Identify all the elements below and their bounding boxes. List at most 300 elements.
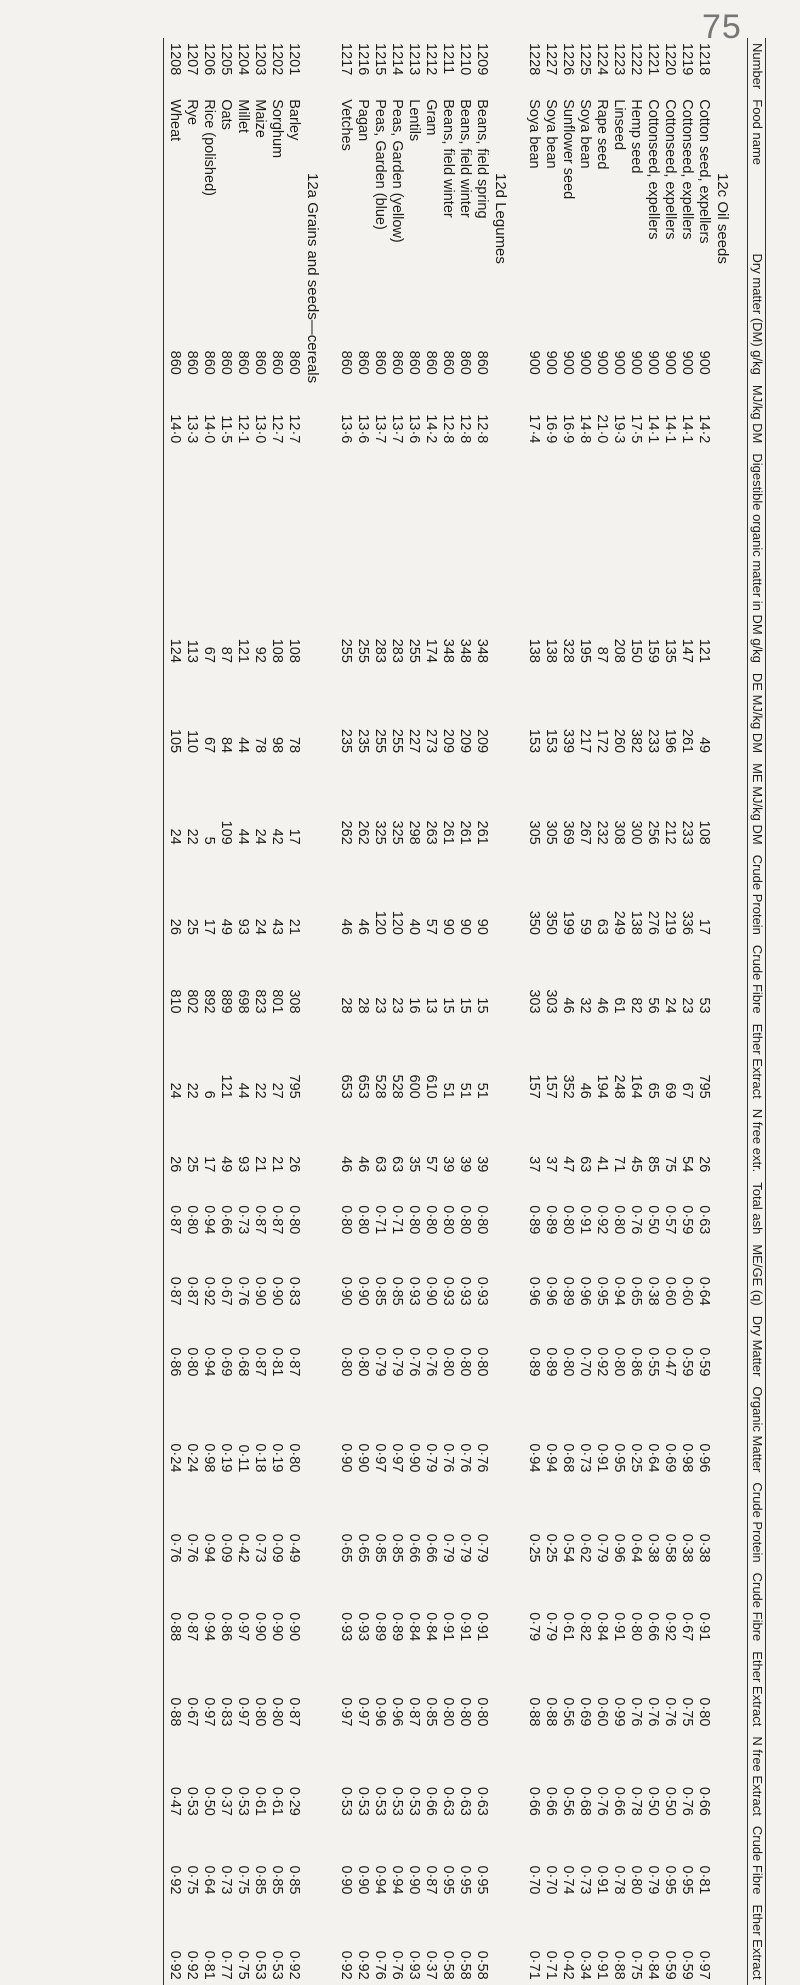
table-cell: 262: [338, 820, 354, 845]
table-cell: 26: [696, 1156, 712, 1173]
section-heading-row: [712, 38, 748, 1985]
table-cell: 0·69: [577, 1697, 593, 1727]
table-cell: 0·66: [218, 1205, 234, 1235]
table-cell: 0·97: [201, 1697, 217, 1727]
table-cell: 0·80: [474, 1697, 490, 1727]
table-cell: 0·79: [389, 1347, 405, 1377]
table-cell: 0·94: [611, 1276, 627, 1306]
table-row: [542, 38, 559, 1985]
table-cell: 150: [628, 638, 644, 663]
table-cell: 328: [560, 638, 576, 663]
food-name: Beans, field winter: [457, 99, 473, 218]
table-cell: 0·79: [474, 1533, 490, 1563]
table-cell: 0·80: [355, 1347, 371, 1377]
table-cell: 0·76: [423, 1347, 439, 1377]
table-cell: 219: [662, 910, 678, 935]
table-cell: 0·95: [474, 1865, 490, 1895]
table-cell: 23: [389, 997, 405, 1014]
table-cell: 0·79: [645, 1865, 661, 1895]
table-cell: 227: [406, 728, 422, 754]
table-cell: 0·50: [201, 1786, 217, 1816]
table-row: [576, 38, 593, 1985]
table-row: [422, 38, 439, 1985]
table-cell: 0·85: [372, 1533, 388, 1563]
table-cell: 0·92: [164, 1900, 184, 1985]
table-cell: 0·76: [164, 1477, 184, 1567]
row-number: 1212: [423, 43, 439, 76]
table-cell: 44: [235, 736, 251, 754]
table-cell: 0·53: [269, 1950, 285, 1980]
table-cell: 300: [628, 820, 644, 845]
table-cell: 0·58: [440, 1950, 456, 1980]
table-cell: 0·64: [696, 1276, 712, 1306]
table-cell: 13·7: [372, 414, 388, 444]
table-cell: 0·66: [696, 1786, 712, 1816]
table-cell: 28: [355, 997, 371, 1014]
table-cell: 0·80: [269, 1697, 285, 1727]
table-cell: 0·66: [543, 1786, 559, 1816]
row-number: 1214: [389, 43, 405, 76]
table-cell: 59: [577, 918, 593, 935]
table-cell: 900: [543, 350, 559, 375]
table-cell: 232: [594, 820, 610, 845]
table-cell: 0·66: [423, 1533, 439, 1563]
table-cell: 12·8: [457, 414, 473, 444]
table-cell: 0·42: [235, 1533, 251, 1563]
table-cell: 0·88: [526, 1697, 542, 1727]
table-cell: 113: [184, 639, 200, 663]
table-cell: 0·78: [628, 1786, 644, 1816]
table-cell: 0·53: [252, 1950, 268, 1980]
table-row: [678, 38, 695, 1985]
table-cell: 0·80: [184, 1347, 200, 1377]
table-row: [405, 38, 422, 1985]
table-cell: 0·91: [474, 1612, 490, 1642]
table-cell: 46: [338, 918, 354, 935]
table-cell: 900: [662, 350, 678, 375]
table-cell: 0·90: [406, 1443, 422, 1473]
table-row: [644, 38, 661, 1985]
table-cell: 78: [286, 736, 302, 754]
table-cell: 0·80: [423, 1205, 439, 1235]
table-cell: 87: [594, 646, 610, 663]
section-heading-row: [302, 38, 337, 1985]
table-cell: 267: [577, 820, 593, 845]
table-cell: 0·25: [628, 1443, 644, 1473]
table-cell: 0·90: [338, 1865, 354, 1895]
table-cell: 19·3: [611, 414, 627, 444]
table-cell: 860: [269, 350, 285, 375]
table-cell: 0·98: [201, 1443, 217, 1473]
table-cell: 0·38: [679, 1533, 695, 1563]
row-number: 1202: [269, 43, 285, 76]
table-cell: 0·75: [235, 1865, 251, 1895]
table-cell: 0·86: [164, 1311, 184, 1382]
row-number: 1225: [577, 43, 593, 76]
table-cell: 24: [662, 997, 678, 1014]
table-cell: 0·91: [440, 1612, 456, 1642]
table-cell: 63: [389, 1156, 405, 1173]
table-cell: 65: [645, 1082, 661, 1099]
table-cell: 0·59: [679, 1205, 695, 1235]
table-cell: 0·97: [235, 1612, 251, 1642]
table-cell: 0·70: [526, 1865, 542, 1895]
table-cell: 108: [696, 820, 712, 845]
table-cell: 0·80: [457, 1347, 473, 1377]
food-name: Oats: [218, 99, 234, 130]
table-cell: 23: [372, 997, 388, 1014]
table-cell: 87: [218, 646, 234, 663]
table-cell: 0·58: [474, 1950, 490, 1980]
table-cell: 14·2: [696, 414, 712, 444]
table-cell: 217: [577, 728, 593, 754]
table-cell: 0·92: [184, 1950, 200, 1980]
table-cell: 26: [286, 1156, 302, 1173]
table-cell: 0·25: [526, 1533, 542, 1563]
header-crude-protein: Crude Protein: [748, 850, 766, 940]
table-cell: 0·24: [184, 1443, 200, 1473]
table-cell: 0·75: [679, 1697, 695, 1727]
table-cell: 610: [423, 1074, 439, 1099]
table-cell: 13: [423, 997, 439, 1014]
table-cell: 0·84: [406, 1612, 422, 1642]
table-cell: 105: [164, 668, 184, 758]
table-row: [285, 38, 302, 1985]
table-cell: 0·87: [269, 1205, 285, 1235]
table-cell: 0·38: [696, 1533, 712, 1563]
table-cell: 860: [286, 350, 302, 375]
table-cell: 0·93: [457, 1276, 473, 1306]
table-cell: 0·80: [440, 1697, 456, 1727]
table-cell: 16·9: [543, 414, 559, 444]
header-number: Number: [748, 38, 766, 94]
food-name: Pagan: [355, 99, 371, 142]
row-number: 1208: [164, 38, 184, 94]
table-cell: 0·89: [526, 1347, 542, 1377]
table-cell: 0·53: [355, 1786, 371, 1816]
table-cell: 303: [526, 989, 542, 1014]
table-cell: 110: [184, 729, 200, 754]
food-name: Linseed: [611, 99, 627, 151]
table-cell: 369: [560, 820, 576, 845]
table-cell: 0·76: [440, 1443, 456, 1473]
table-cell: 138: [628, 910, 644, 935]
table-cell: 348: [457, 638, 473, 663]
table-cell: 795: [286, 1074, 302, 1099]
table-cell: 248: [611, 1074, 627, 1099]
table-cell: 0·09: [218, 1533, 234, 1563]
table-cell: 0·63: [457, 1786, 473, 1816]
section-title: 12d Legumes: [492, 173, 509, 264]
table-cell: 0·85: [423, 1697, 439, 1727]
table-cell: 37: [526, 1156, 542, 1173]
table-cell: 283: [372, 638, 388, 663]
table-cell: 900: [696, 350, 712, 375]
header-food-name: Food name: [748, 94, 766, 248]
table-cell: 0·80: [286, 1443, 302, 1473]
table-cell: 26: [164, 1104, 184, 1178]
table-cell: 0·80: [440, 1205, 456, 1235]
food-name: Cottonseed, expellers: [662, 99, 678, 240]
table-cell: 0·60: [679, 1276, 695, 1306]
table-cell: 260: [611, 728, 627, 754]
table-cell: 860: [235, 350, 251, 375]
table-cell: 283: [389, 638, 405, 663]
food-name: Barley: [286, 99, 302, 141]
table-cell: 164: [628, 1074, 644, 1099]
table-row: [200, 38, 217, 1985]
table-cell: 0·53: [372, 1786, 388, 1816]
table-cell: 900: [577, 350, 593, 375]
table-row: [371, 38, 388, 1985]
table-cell: 0·91: [577, 1205, 593, 1235]
table-cell: 0·92: [201, 1276, 217, 1306]
table-cell: 0·66: [611, 1786, 627, 1816]
header-ether-extract: Ether Extract: [748, 1019, 766, 1104]
table-cell: 17: [201, 1156, 217, 1173]
table-row: [473, 38, 490, 1985]
table-cell: 0·80: [560, 1205, 576, 1235]
table-cell: 0·76: [235, 1276, 251, 1306]
table-row: [593, 38, 610, 1985]
table-cell: 0·87: [286, 1347, 302, 1377]
feed-composition-table: [163, 38, 766, 1985]
table-cell: 0·62: [577, 1533, 593, 1563]
table-row: [525, 38, 542, 1985]
table-cell: 528: [372, 1074, 388, 1099]
table-cell: 235: [355, 728, 371, 754]
table-cell: 0·89: [526, 1205, 542, 1235]
section-heading-row: [490, 38, 525, 1985]
table-cell: 352: [560, 1074, 576, 1099]
table-cell: 0·76: [389, 1950, 405, 1980]
table-cell: 12·1: [235, 414, 251, 444]
table-cell: 0·76: [457, 1443, 473, 1473]
table-cell: 75: [662, 1156, 678, 1173]
table-cell: 14·1: [662, 414, 678, 444]
table-cell: 138: [526, 638, 542, 663]
table-cell: 308: [286, 989, 302, 1014]
header-dig-crude-protein: Crude Protein: [748, 1477, 766, 1567]
table-cell: 22: [184, 828, 200, 845]
table-cell: 82: [628, 997, 644, 1014]
table-cell: 0·90: [423, 1276, 439, 1306]
table-cell: 0·85: [372, 1276, 388, 1306]
table-cell: 0·90: [406, 1865, 422, 1895]
table-cell: 233: [645, 728, 661, 754]
row-number: 1211: [440, 43, 456, 75]
header-dig-dry-matter: Dry Matter: [748, 1311, 766, 1382]
table-cell: 0·69: [662, 1443, 678, 1473]
table-cell: 0·64: [628, 1533, 644, 1563]
table-cell: 0·91: [457, 1612, 473, 1642]
table-cell: 67: [679, 1082, 695, 1099]
food-name: Maize: [252, 99, 268, 138]
table-row: [234, 38, 251, 1985]
table-cell: 0·58: [662, 1533, 678, 1563]
table-cell: 889: [218, 989, 234, 1014]
table-cell: 860: [338, 350, 354, 375]
table-cell: 0·61: [252, 1786, 268, 1816]
table-cell: 12·7: [286, 414, 302, 444]
table-row: [388, 38, 405, 1985]
table-cell: 860: [355, 350, 371, 375]
row-number: 1206: [201, 43, 217, 76]
table-cell: 255: [372, 728, 388, 754]
table-cell: 0·79: [372, 1347, 388, 1377]
table-cell: 0·59: [696, 1347, 712, 1377]
table-cell: 255: [389, 728, 405, 754]
table-cell: 108: [269, 638, 285, 663]
table-cell: 0·94: [389, 1865, 405, 1895]
header-me-ge: ME/GE (q): [748, 1239, 766, 1310]
table-cell: 0·11: [235, 1444, 251, 1473]
table-cell: 860: [406, 350, 422, 375]
table-cell: 0·66: [526, 1786, 542, 1816]
table-cell: 67: [201, 736, 217, 754]
table-cell: 0·73: [252, 1533, 268, 1563]
table-cell: 348: [440, 638, 456, 663]
table-cell: 124: [164, 448, 184, 668]
table-cell: 24: [164, 1019, 184, 1104]
table-cell: 39: [474, 1156, 490, 1173]
table-cell: 900: [560, 350, 576, 375]
table-cell: 43: [269, 918, 285, 935]
table-cell: 0·91: [611, 1612, 627, 1642]
table-row: [695, 38, 712, 1985]
table-cell: 0·89: [543, 1347, 559, 1377]
table-cell: 339: [560, 728, 576, 754]
table-cell: 0·55: [645, 1347, 661, 1377]
table-cell: 0·80: [457, 1205, 473, 1235]
table-cell: 0·87: [184, 1612, 200, 1642]
table-cell: 382: [628, 728, 644, 754]
table-cell: 44: [235, 1082, 251, 1099]
table-cell: 0·79: [526, 1612, 542, 1642]
header-n-free-extract: N free extr.: [748, 1104, 766, 1178]
table-cell: 17·5: [628, 414, 644, 444]
table-cell: 0·74: [560, 1865, 576, 1895]
table-cell: 0·93: [338, 1612, 354, 1642]
header-ufv-extract: Ether Extract: [748, 1900, 766, 1985]
header-me: ME MJ/kg DM: [748, 758, 766, 850]
table-cell: 0·77: [218, 1950, 234, 1980]
table-cell: 892: [201, 989, 217, 1014]
table-cell: 63: [372, 1156, 388, 1173]
header-dig-ether-extract: Ether Extract: [748, 1646, 766, 1731]
table-cell: 0·65: [355, 1533, 371, 1563]
table-cell: 57: [423, 918, 439, 935]
table-cell: 0·94: [201, 1347, 217, 1377]
table-cell: 0·90: [338, 1443, 354, 1473]
table-cell: 900: [645, 350, 661, 375]
table-cell: 0·91: [594, 1950, 610, 1980]
table-cell: 172: [594, 728, 610, 754]
table-cell: 0·50: [662, 1786, 678, 1816]
food-name: Peas, Garden (blue): [372, 99, 388, 230]
table-cell: 21: [252, 1156, 268, 1173]
table-cell: 0·97: [235, 1697, 251, 1727]
table-cell: 14·1: [645, 414, 661, 444]
header-dig-n-free-extract: N free Extract: [748, 1731, 766, 1820]
food-name: Sunflower seed: [560, 99, 576, 200]
table-cell: 298: [406, 820, 422, 845]
table-cell: 212: [662, 820, 678, 845]
table-cell: 810: [164, 940, 184, 1019]
table-cell: 174: [423, 638, 439, 663]
table-cell: 0·80: [628, 1612, 644, 1642]
table-cell: 0·96: [389, 1697, 405, 1727]
table-cell: 49: [696, 736, 712, 754]
table-cell: 78: [252, 736, 268, 754]
table-cell: 0·47: [164, 1731, 184, 1820]
table-cell: 0·96: [543, 1276, 559, 1306]
table-cell: 0·97: [389, 1443, 405, 1473]
table-cell: 209: [440, 728, 456, 754]
table-cell: 0·87: [164, 1239, 184, 1310]
table-cell: 801: [269, 989, 285, 1014]
table-cell: 147: [679, 638, 695, 663]
table-cell: 0·76: [628, 1205, 644, 1235]
table-cell: 0·88: [164, 1568, 184, 1647]
table-cell: 35: [406, 1156, 422, 1173]
table-cell: 25: [184, 918, 200, 935]
table-cell: 0·90: [252, 1276, 268, 1306]
table-cell: 0·90: [355, 1865, 371, 1895]
table-cell: 27: [269, 1082, 285, 1099]
table-cell: 653: [355, 1074, 371, 1099]
table-cell: 0·76: [594, 1786, 610, 1816]
table-cell: 823: [252, 989, 268, 1014]
table-cell: 0·85: [286, 1865, 302, 1895]
table-cell: 0·80: [474, 1347, 490, 1377]
table-cell: 860: [164, 249, 184, 380]
table-cell: 0·75: [235, 1950, 251, 1980]
table-cell: 0·80: [338, 1347, 354, 1377]
table-cell: 13·6: [338, 414, 354, 444]
table-cell: 0·63: [440, 1786, 456, 1816]
table-cell: 208: [611, 638, 627, 663]
table-cell: 303: [543, 989, 559, 1014]
table-cell: 261: [679, 728, 695, 754]
table-cell: 0·59: [679, 1950, 695, 1980]
table-cell: 0·54: [560, 1533, 576, 1563]
food-name: Cottonseed, expellers: [679, 99, 695, 240]
row-number: 1223: [611, 43, 627, 76]
table-cell: 0·88: [611, 1950, 627, 1980]
table-row: [456, 38, 473, 1985]
table-cell: 860: [474, 350, 490, 375]
table-cell: 37: [543, 1156, 559, 1173]
table-cell: 0·92: [662, 1612, 678, 1642]
table-cell: 0·97: [696, 1950, 712, 1980]
table-cell: 0·86: [218, 1612, 234, 1642]
table-cell: 0·88: [543, 1697, 559, 1727]
table-cell: 0·53: [235, 1786, 251, 1816]
table-cell: 0·60: [662, 1276, 678, 1306]
table-cell: 121: [218, 1074, 234, 1099]
table-cell: 121: [696, 638, 712, 663]
table-cell: 0·97: [372, 1443, 388, 1473]
table-cell: 63: [594, 918, 610, 935]
table-cell: 109: [218, 820, 234, 845]
table-cell: 350: [543, 910, 559, 935]
table-cell: 157: [526, 1074, 542, 1099]
table-cell: 0·65: [628, 1276, 644, 1306]
table-cell: 0·68: [560, 1443, 576, 1473]
table-cell: 0·90: [286, 1612, 302, 1642]
table-cell: 0·29: [286, 1786, 302, 1816]
